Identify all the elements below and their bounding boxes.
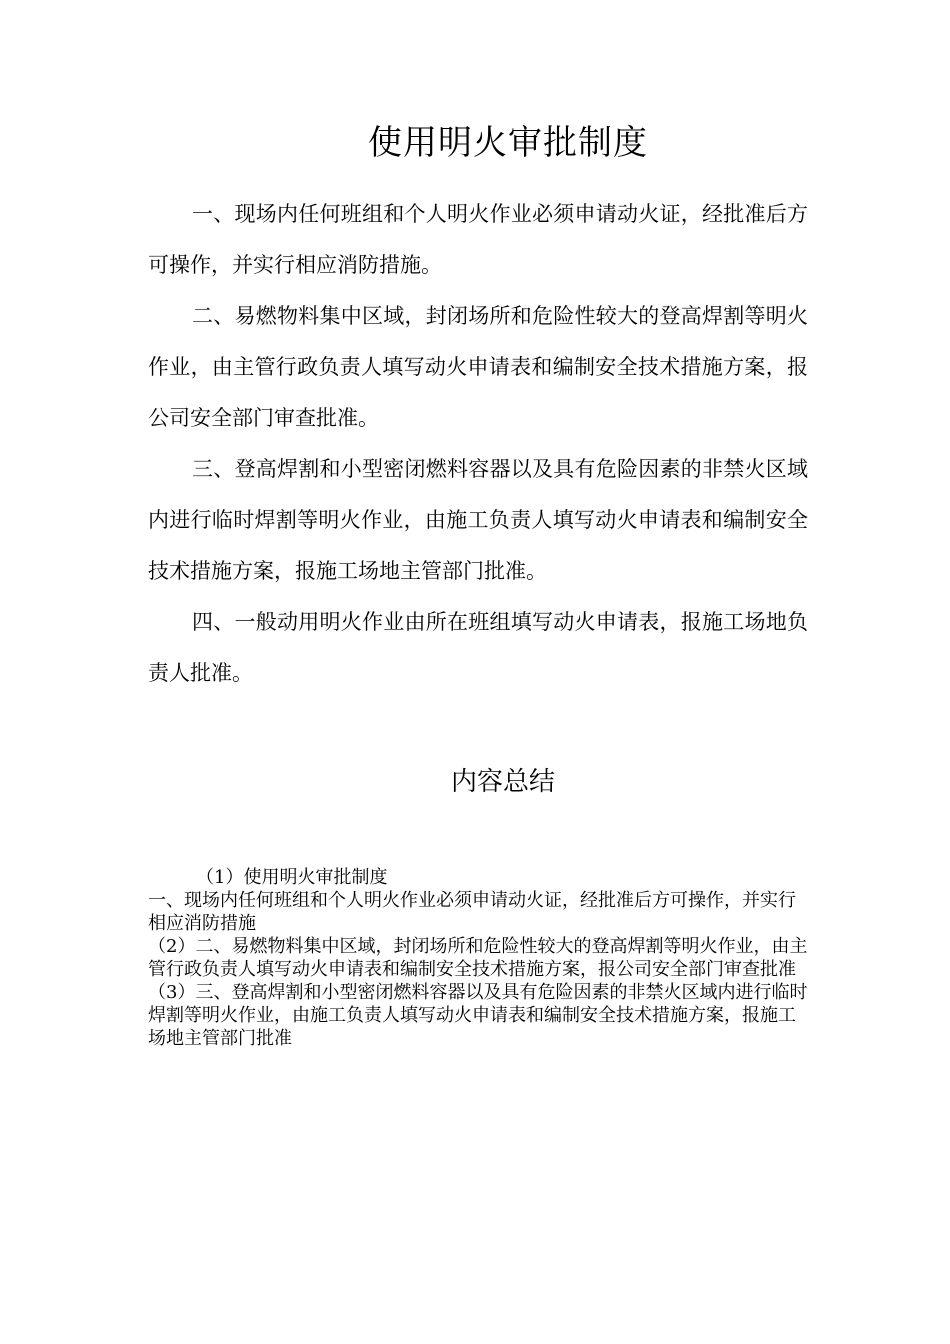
paragraph-4: 四、一般动用明火作业由所在班组填写动火申请表，报施工场地负责人批准。 [148, 610, 808, 685]
summary-item-3: （3）三、登高焊割和小型密闭燃料容器以及具有危险因素的非禁火区域内进行临时焊割等明火作业，由施工负责人填写动火申请表和编制安全技术措施方案，报施工场地主管部门批准 [148, 982, 808, 1049]
summary-section [148, 866, 808, 1050]
paragraph-1: 一、现场内任何班组和个人明火作业必须申请动火证，经批准后方可操作，并实行相应消防措施。 [148, 202, 808, 277]
summary-item-1: 一、现场内任何班组和个人明火作业必须申请动火证，经批准后方可操作，并实行相应消防措施 [148, 890, 796, 934]
summary-title: 内容总结 [450, 767, 555, 797]
paragraph-3: 三、登高焊割和小型密闭燃料容器以及具有危险因素的非禁火区域内进行临时焊割等明火作业，由施工负责人填写动火申请表和编制安全技术措施方案，报施工场地主管部门批准。 [148, 457, 808, 583]
summary-heading: （1）使用明火审批制度 [196, 867, 388, 888]
paragraph-2: 二、易燃物料集中区域，封闭场所和危险性较大的登高焊割等明火作业，由主管行政负责人填写动火申请表和编制安全技术措施方案，报公司安全部门审查批准。 [148, 304, 808, 430]
summary-item-2: （2）二、易燃物料集中区域，封闭场所和危险性较大的登高焊割等明火作业，由主管行政负责人填写动火申请表和编制安全技术措施方案，报公司安全部门审查批准 [148, 936, 808, 980]
document-title: 使用明火审批制度 [368, 123, 648, 163]
document-body [148, 189, 808, 699]
